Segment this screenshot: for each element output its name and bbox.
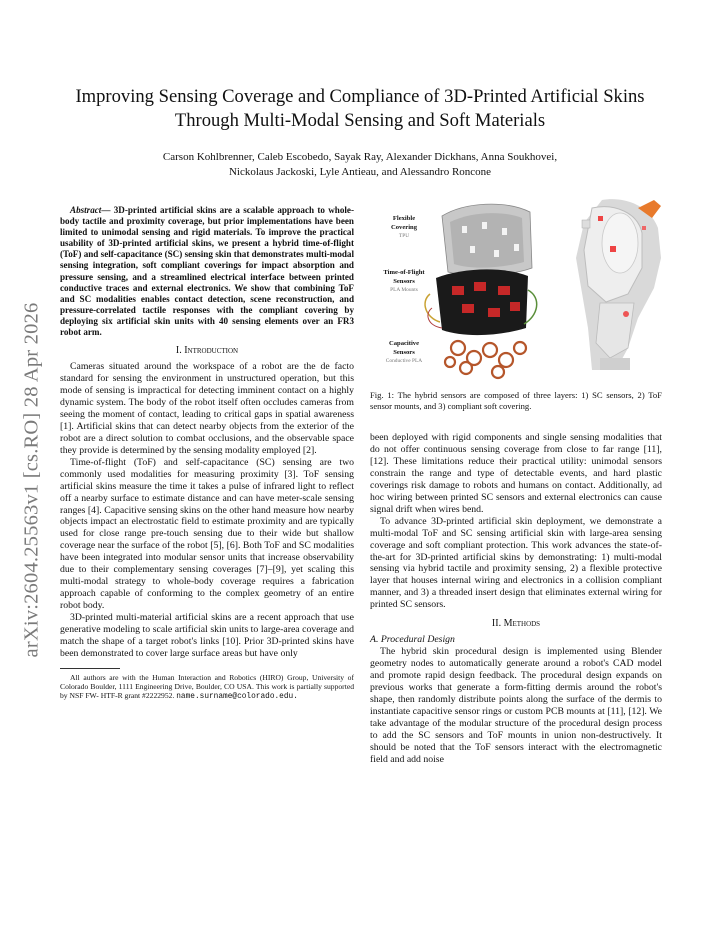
authors-line-1: Carson Kohlbrenner, Caleb Escobedo, Sayak Ray, Alexander Dickhans, Anna Soukhovei, bbox=[162, 151, 558, 163]
figure-1 bbox=[370, 198, 662, 381]
paper-title bbox=[60, 85, 660, 133]
section-heading-introduction: I. Introduction bbox=[175, 345, 239, 357]
abstract-label: Abstract bbox=[70, 205, 102, 215]
label-pla-mounts: PLA Mounts bbox=[390, 287, 418, 293]
author-list bbox=[80, 150, 640, 180]
footnote-email: name.surname@colorado.edu. bbox=[176, 693, 298, 702]
intro-paragraph-1: Cameras situated around the workspace of a robot are the de facto standard for sensing the environment in unstructured operation, but this mode of sensing is impractical for detecting imminent contact on a highly dynamic system. The body of the robot itself often occludes cameras from seeing the moment of contact, leading to critical gaps in spatial awareness [1]. Artificial skins that can detect nearby objects from the exterior of the robot are a direct solution to combat occlusions, and the observable space they provide is determined by the sensing modality employed [2]. bbox=[60, 361, 354, 456]
arxiv-identifier: arXiv:2604.25563v1 [cs.RO] 28 Apr 2026 bbox=[20, 302, 43, 658]
left-column bbox=[60, 205, 354, 702]
section-heading-methods: II. Methods bbox=[491, 618, 541, 630]
figure-1-caption: Fig. 1: The hybrid sensors are composed of three layers: 1) SC sensors, 2) ToF sensor mounts, and 3) compliant soft covering. bbox=[370, 390, 662, 411]
abstract bbox=[60, 205, 354, 338]
title-line-1: Improving Sensing Coverage and Compliance of 3D-Printed Artificial Skins bbox=[75, 86, 645, 107]
footnote-rule bbox=[60, 668, 120, 669]
label-time-of-flight: Time-of-Flight bbox=[383, 269, 425, 276]
label-conductive-pla: Conductive PLA bbox=[385, 358, 423, 364]
capacitive-sensor-layer bbox=[445, 341, 526, 378]
footnote-text: All authors are with the Human Interaction and Robotics (HIRO) Group, University of Colorado Boulder, 1111 Engineering Drive, Boulder, CO USA. This work is partially supported by NSF FW- HTF-R grant #2222952. bbox=[60, 672, 354, 701]
label-tof-sensors: Sensors bbox=[393, 278, 415, 285]
label-tpu: TPU bbox=[398, 233, 410, 239]
affiliation-footnote bbox=[60, 673, 354, 702]
label-capacitive-sensors: Sensors bbox=[393, 349, 415, 356]
label-flexible: Flexible bbox=[392, 215, 416, 222]
tof-mount-layer bbox=[425, 269, 537, 335]
right-paragraph-2: To advance 3D-printed artificial skin deployment, we demonstrate a multi-modal ToF and SC sensing artificial skin with large-area sensing coverage and soft compliant protection. This work advances the state-of-the-art for 3D-printed artificial skins by demonstrating: 1) multi-modal sensing via hybrid tactile and proximity sensing, 2) a flexible protective layer that houses internal wiring and electronics in a collision compliant manner, and 3) a threaded insert design that eliminates external wiring for printed SC sensors. bbox=[370, 515, 662, 611]
right-paragraph-1: been deployed with rigid components and single sensing modalities that do not offer continuous sensing coverage from close to far range [11], [12]. These limitations reduce their practical utility: unimodal sensors constrain the range and type of detectable events, and hard plastic coverings risk damage to robots and humans on contact. Additionally, ad hoc wiring between printed SC sensors and external electronics can cause signal drift when wires bend. bbox=[370, 432, 662, 515]
title-line-2: Through Multi-Modal Sensing and Soft Materials bbox=[174, 110, 546, 131]
intro-paragraph-2: Time-of-flight (ToF) and self-capacitance (SC) sensing are two commonly used modalities for measuring proximity [3]. ToF sensing artificial skins measure the time it takes a pulse of infrared light to reflect off a nearby surface to estimate distance and can have meter-scale sensing ranges [4]. Capacitive sensing skins on the other hand measure how nearby objects impact an electrostatic field to estimate proximity and are typically used for close range pre-touch sensing due to their wide but shallow coverage near the surface of the robot [5], [6]. Both ToF and SC modalities have been integrated into modular sensor units that increase observability due to their complementary sensing coverages [7]–[9], yet scaling this multi-modal strategy to whole-body coverage requires a fabrication approach capable of conforming to the complex geometry of an entire robot body. bbox=[60, 456, 354, 612]
figure-1-illustration bbox=[370, 198, 662, 381]
robot-arm-photo bbox=[576, 199, 661, 370]
label-covering: Covering bbox=[390, 224, 418, 231]
authors-line-2: Nickolaus Jackoski, Lyle Antieau, and Alessandro Roncone bbox=[228, 166, 492, 178]
intro-paragraph-3: 3D-printed multi-material artificial skins are a recent approach that use generative modeling to scale artificial skin units to large-area coverage and match the shape of a target robot's links [10]. Prior 3D-printed skins have been demonstrated to cover large surface areas but have only bbox=[60, 612, 354, 659]
abstract-text: — 3D-printed artificial skins are a scalable approach to whole-body tactile and proximity coverage, but prior implementations have been limited to unimodal sensing and rigid materials. To improve the practical usability of 3D-printed artificial skins, we present a hybrid time-of-flight (ToF) and self-capacitance (SC) sensing skin that demonstrates multi-modal sensing integration, soft compliant coverings for impact absorption and pressure sensing, and a streamlined electrical interface between printed conductive traces and external electronics. We show that combining ToF and SC modalities enables contact detection, scene reconstruction, and pressure-correlated tactile responses with the compliant covering by deploying six artificial skin units with 40 sensing elements over an FR3 robot arm. bbox=[60, 205, 354, 338]
right-column bbox=[370, 432, 662, 766]
subsection-heading-procedural-design: A. Procedural Design bbox=[370, 634, 455, 646]
label-capacitive: Capacitive bbox=[388, 340, 420, 347]
flexible-covering-layer bbox=[442, 204, 532, 275]
arxiv-sidebar bbox=[14, 250, 50, 710]
right-paragraph-3: The hybrid skin procedural design is implemented using Blender geometry nodes to automatically generate around a robot's CAD model and promote rapid design feedback. The procedural design expands on previous works that generate a form-fitting dermis around the robot's shape, then randomly distribute points along the surface of the dermis to instantiate capacitive sensor rings or custom PCB mounts at [11], [12]. We take advantage of the modular structure of the procedural design process to add the SC sensors and ToF mounts in union non-destructively. It should be noted that the ToF sensors interact with the electromagnetic field and add noise bbox=[370, 646, 662, 765]
